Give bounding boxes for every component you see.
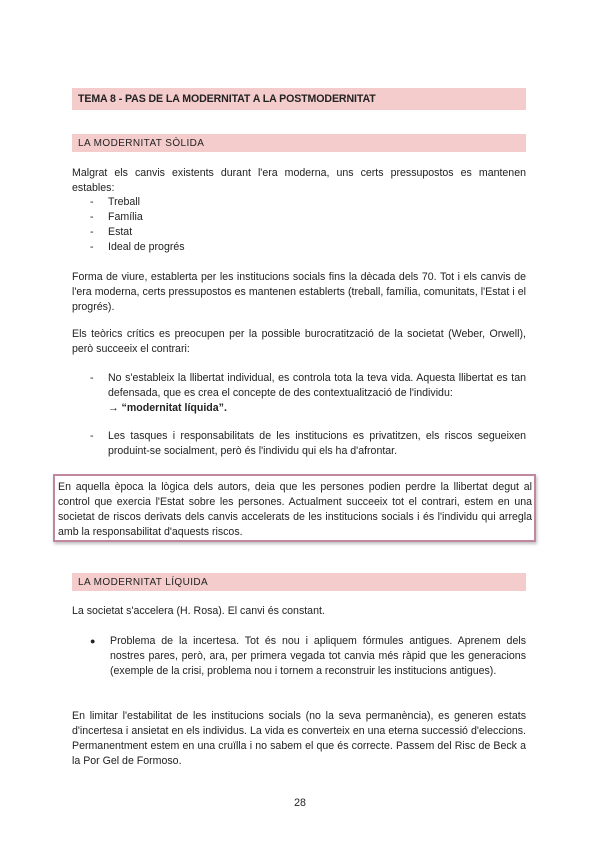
highlight-box bbox=[53, 474, 536, 542]
section-heading-band bbox=[72, 573, 526, 591]
liquid-modernity-term: “modernitat líquida”. bbox=[121, 402, 227, 414]
bullet-item-uncertainty bbox=[90, 634, 526, 679]
dash-marker: - bbox=[90, 430, 94, 442]
list-item: - Família bbox=[90, 210, 520, 225]
dash-item-text: No s'estableix la llibertat individual, es controla tota la teva vida. Aquesta llibertat es tan defensada, que es crea el concepte de des contextualització de l'individu: bbox=[108, 372, 526, 399]
dash-item-privatization bbox=[90, 429, 526, 459]
list-item: - Ideal de progrés bbox=[90, 240, 520, 255]
paragraph-intro: Malgrat els canvis existents durant l'era moderna, uns certs pressupostos es mantenen estables: bbox=[72, 167, 526, 194]
page-number: 28 bbox=[294, 797, 306, 809]
bullet-item-text: Problema de la incertesa. Tot és nou i apliquem fórmules antigues. Aprenem dels nostres pares, però, ara, per primera vegada tot canvia més ràpid que les generacions (exemple de la crisi, problema nou i tornem a reconstruir les institucions antigues). bbox=[110, 635, 526, 677]
arrow-icon: → bbox=[108, 402, 119, 414]
section-heading-band bbox=[72, 134, 526, 152]
chapter-title: TEMA 8 - PAS DE LA MODERNITAT A LA POSTMODERNITAT bbox=[78, 93, 376, 105]
bullet-marker: ● bbox=[90, 636, 96, 646]
dash-item-text: Les tasques i responsabilitats de les institucions es privatitzen, els riscos segueixen produint-se socialment, però és l'individu qui els ha d'afrontar. bbox=[108, 430, 526, 457]
section-heading-liquid: LA MODERNITAT LÍQUIDA bbox=[78, 577, 209, 588]
dash-item-freedom bbox=[90, 371, 526, 416]
list-item: - Treball bbox=[90, 195, 520, 210]
section-heading-solid: LA MODERNITAT SÒLIDA bbox=[78, 138, 205, 149]
paragraph-acceleration: La societat s'accelera (H. Rosa). El canvi és constant. bbox=[72, 605, 325, 617]
chapter-title-band bbox=[72, 88, 526, 110]
dash-marker: - bbox=[90, 372, 94, 384]
list-item: - Estat bbox=[90, 225, 520, 240]
paragraph-way-of-life: Forma de viure, establerta per les institucions socials fins la dècada dels 70. Tot i els canvis de l'era moderna, certs pressupostos es mantenen establerts (treball, família, comunitats, l'Estat i el progrés). bbox=[72, 271, 526, 313]
paragraph-instability: En limitar l'estabilitat de les institucions socials (no la seva permanència), es generen estats d'incertesa i ansietat en els individus. La vida es converteix en una eterna successió d'eleccions. Permanentment estem en una cruïlla i no sabem el que és correcte. Passem del Risc de Beck a la Por Gel de Formoso. bbox=[72, 710, 526, 767]
paragraph-critical-theorists: Els teòrics crítics es preocupen per la possible burocratització de la societat (Weber, Orwell), però succeeix el contrari: bbox=[72, 328, 526, 355]
pillars-list bbox=[90, 195, 520, 255]
highlight-box-text: En aquella època la lògica dels autors, deia que les persones podien perdre la llibertat degut al control que exercia l'Estat sobre les persones. Actualment succeeix tot el contrari, estem en una societat de riscos derivats dels canvis accelerats de les institucions socials i és l'individu qui arregla amb la responsabilitat d'aquests riscos. bbox=[58, 481, 532, 538]
